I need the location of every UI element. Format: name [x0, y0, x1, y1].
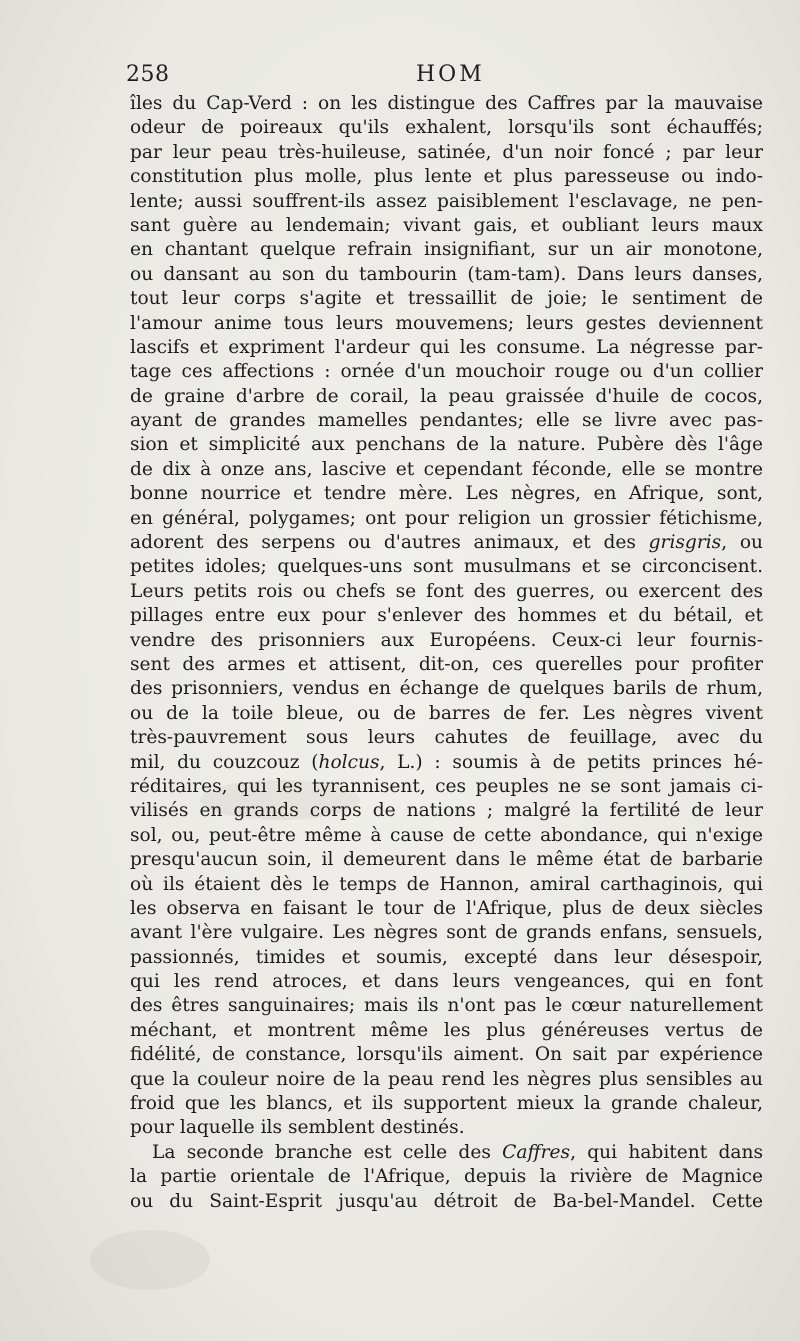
text-line: ou dansant au son du tambourin (tam-tam). Dans leurs danses, [130, 263, 763, 285]
running-head: HOM [416, 62, 485, 87]
body-text [130, 92, 763, 1214]
text-line: vilisés en grands corps de nations ; malgré la fertilité de leur [130, 800, 763, 822]
text-line: pour laquelle ils semblent destinés. [130, 1117, 465, 1139]
text-line: constitution plus molle, plus lente et plus paresseuse ou indo- [130, 166, 763, 188]
text-line: que la couleur noire de la peau rend les nègres plus sensibles au [130, 1068, 763, 1090]
text-line: sant guère au lendemain; vivant gais, et oubliant leurs maux [130, 214, 763, 236]
text-line [130, 531, 763, 555]
text-line: des êtres sanguinaires; mais ils n'ont pas le cœur naturellement [130, 995, 763, 1017]
text-line: réditaires, qui les tyrannisent, ces peuples ne se sont jamais ci- [130, 775, 763, 797]
paper-stain [90, 1230, 210, 1290]
text-line: passionnés, timides et soumis, excepté dans leur désespoir, [130, 946, 763, 968]
text-segment: La seconde branche est celle des [152, 1141, 503, 1163]
text-line: de dix à onze ans, lascive et cependant féconde, elle se montre [130, 458, 763, 480]
text-line: froid que les blancs, et ils supportent mieux la grande chaleur, [130, 1093, 763, 1115]
text-line: petites idoles; quelques-uns sont musulmans et se circoncisent. [130, 556, 763, 578]
text-segment: , ou [721, 532, 763, 554]
text-line: la partie orientale de l'Afrique, depuis la rivière de Magnice [130, 1166, 763, 1188]
text-line: vendre des prisonniers aux Européens. Ceux-ci leur fournis- [130, 629, 763, 651]
text-line: sol, ou, peut-être même à cause de cette abondance, qui n'exige [130, 824, 763, 846]
text-line: en chantant quelque refrain insignifiant, sur un air monotone, [130, 239, 763, 261]
text-line: qui les rend atroces, et dans leurs vengeances, qui en font [130, 971, 763, 993]
text-line: Leurs petits rois ou chefs se font des guerres, ou exercent des [130, 580, 763, 602]
italic-term: Caffres [502, 1141, 571, 1163]
paragraph-1 [130, 92, 763, 1141]
text-line: sent des armes et attisent, dit-on, ces querelles pour profiter [130, 653, 763, 675]
text-line: sion et simplicité aux penchans de la nature. Pubère dès l'âge [130, 434, 763, 456]
text-line: l'amour anime tous leurs mouvemens; leurs gestes deviennent [130, 312, 763, 334]
text-line: très-pauvrement sous leurs cahutes de feuillage, avec du [130, 727, 763, 749]
text-line: ayant de grandes mamelles pendantes; elle se livre avec pas- [130, 410, 763, 432]
text-line: bonne nourrice et tendre mère. Les nègres, en Afrique, sont, [130, 483, 763, 505]
text-line: tage ces affections : ornée d'un mouchoir rouge ou d'un collier [130, 361, 763, 383]
text-segment: adorent des serpens ou d'autres animaux, et des [130, 532, 649, 554]
text-line: fidélité, de constance, lorsqu'ils aiment. On sait par expérience [130, 1044, 763, 1066]
text-line: lente; aussi souffrent-ils assez paisiblement l'esclavage, ne pen- [130, 190, 763, 212]
text-line: de graine d'arbre de corail, la peau graissée d'huile de cocos, [130, 385, 763, 407]
text-line: avant l'ère vulgaire. Les nègres sont de grands enfans, sensuels, [130, 922, 763, 944]
text-line: méchant, et montrent même les plus généreuses vertus de [130, 1019, 763, 1041]
text-segment: , L.) : soumis à de petits princes hé- [379, 751, 763, 773]
text-line: les observa en faisant le tour de l'Afrique, plus de deux siècles [130, 897, 763, 919]
text-line: presqu'aucun soin, il demeurent dans le même état de barbarie [130, 849, 763, 871]
italic-term: grisgris [648, 532, 722, 554]
page-number: 258 [126, 62, 170, 87]
text-line: par leur peau très-huileuse, satinée, d'un noir foncé ; par leur [130, 141, 763, 163]
paragraph-2 [130, 1141, 763, 1214]
text-line: lascifs et expriment l'ardeur qui les consume. La négresse par- [130, 336, 763, 358]
text-line: ou du Saint-Esprit jusqu'au détroit de Ba-bel-Mandel. Cette [130, 1190, 763, 1212]
italic-term: holcus [318, 751, 380, 773]
text-line [130, 751, 763, 775]
text-line: pillages entre eux pour s'enlever des hommes et du bétail, et [130, 605, 763, 627]
text-line: tout leur corps s'agite et tressaillit de joie; le sentiment de [130, 288, 763, 310]
text-segment: , qui habitent dans [570, 1141, 763, 1163]
text-line: îles du Cap-Verd : on les distingue des Caffres par la mauvaise [130, 93, 763, 114]
text-line [130, 1141, 763, 1165]
text-line: où ils étaient dès le temps de Hannon, amiral carthaginois, qui [130, 873, 763, 895]
text-segment: mil, du couzcouz ( [130, 751, 319, 773]
text-line: des prisonniers, vendus en échange de quelques barils de rhum, [130, 678, 763, 700]
text-line: odeur de poireaux qu'ils exhalent, lorsqu'ils sont échauffés; [130, 117, 763, 139]
text-line: ou de la toile bleue, ou de barres de fer. Les nègres vivent [130, 702, 763, 724]
page-header [126, 62, 764, 92]
text-line: en général, polygames; ont pour religion un grossier fétichisme, [130, 507, 763, 529]
